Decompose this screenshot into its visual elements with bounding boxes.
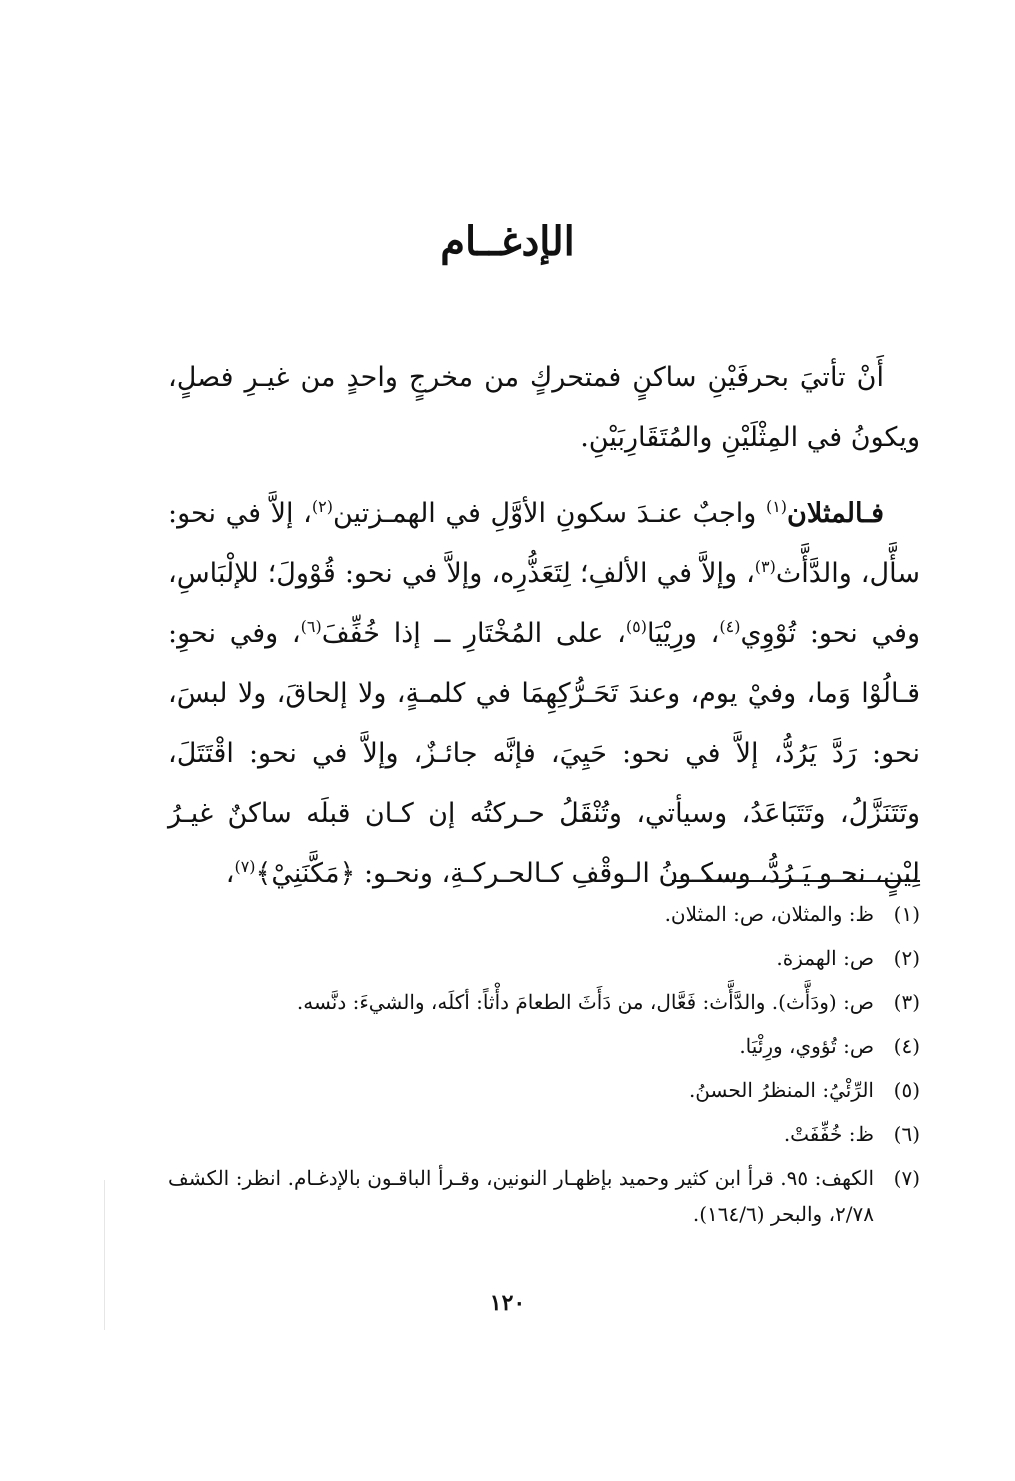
footnote-number: (٦) bbox=[893, 1122, 920, 1146]
footnote-item bbox=[168, 984, 920, 1020]
paragraph-mithlan bbox=[168, 484, 920, 904]
footnote-number: (٢) bbox=[893, 946, 920, 970]
footnote-ref-3: (٣) bbox=[754, 557, 776, 576]
footnote-text: ص: الهمزة. bbox=[776, 946, 874, 970]
footnote-ref-5: (٥) bbox=[625, 617, 647, 636]
footnote-text: الرِّئْيُ: المنظرُ الحسنُ. bbox=[688, 1078, 874, 1102]
footnote-item bbox=[168, 1116, 920, 1152]
text-segment: ، وفي نحوِ: قـالُوْا وَما، وفيْ يوم، وعندَ تَحَـرُّكِهِمَا في كلمـةٍ، ولا إلحاقَ، ولا لبسَ، نحو: رَدَّ يَرُدُّ، إلاَّ في نحو: حَيِيَ، فإنَّه جائـزٌ، وإلاَّ في نحو: اقْتَتَلَ، وتَتَنَزَّلُ، وتَتَبَاعَدُ، وسيأتي، وتُنْقَلُ حـركتُه إن كـان قبلَه ساكنٌ غيـرُ لِيْنٍ، نحـو يَـرُدُّ، وسكـونُ الـوقْفِ كـالحـركـةِ، ونحـو: ﴿مَكَّنَنِيْ﴾ bbox=[168, 618, 920, 889]
text-segment: واجبٌ عنـدَ سكونِ الأوَّلِ في الهمـزتين bbox=[333, 498, 766, 529]
footnote-text: ظ: خُفِّفَتْ. bbox=[783, 1122, 874, 1146]
page-number: ١٢٠ bbox=[489, 1290, 526, 1316]
footnote-ref-6: (٦) bbox=[300, 617, 322, 636]
footnote-number: (٧) bbox=[893, 1166, 920, 1190]
text-segment: ، ورِيْيَا bbox=[646, 618, 720, 649]
main-text bbox=[168, 348, 920, 920]
footnote-ref-2: (٢) bbox=[311, 497, 333, 516]
text-segment: ، على المُخْتَارِ ــ إذا خُفِّفَ bbox=[321, 618, 626, 649]
footnote-item bbox=[168, 896, 920, 932]
footnote-ref-1: (١) bbox=[765, 497, 788, 516]
footnote-ref-4: (٤) bbox=[719, 617, 741, 636]
footnote-number: (٣) bbox=[893, 990, 920, 1014]
footnote-item bbox=[168, 1160, 920, 1232]
footnotes-list bbox=[168, 896, 920, 1240]
chapter-title: الإدغــام bbox=[440, 218, 575, 265]
text-segment: ، bbox=[225, 858, 235, 889]
footnote-item bbox=[168, 1072, 920, 1108]
paragraph-definition: أَنْ تأتيَ بحرفَيْنِ ساكنٍ فمتحركٍ من مخرجٍ واحدٍ من غيـرِ فصلٍ، ويكونُ في المِثْلَيْنِ والمُتَقَارِبَيْنِ. bbox=[168, 362, 920, 453]
footnote-item bbox=[168, 1028, 920, 1064]
footnote-ref-7: (٧) bbox=[234, 857, 256, 876]
footnote-item bbox=[168, 940, 920, 976]
footnote-text: ص: (ودَأَّث). والدَّأَّث: فَعَّال، من دَأَثَ الطعامَ دأْثاً: أكلَه، والشيءَ: دنَّسه. bbox=[296, 990, 874, 1014]
footnote-number: (٥) bbox=[893, 1078, 920, 1102]
footnote-text: الكهف: ٩٥. قرأ ابن كثير وحميد بإظهـار النونين، وقـرأ الباقـون بالإدغـام. انظر: الكشف ٢/٧٨، والبحر (١٦٤/٦). bbox=[168, 1166, 875, 1226]
footnote-text: ظ: والمثلان، ص: المثلان. bbox=[664, 902, 874, 926]
paragraph-lead-word: فـالمثلان bbox=[787, 498, 884, 529]
text-segment: ، وإلاَّ في الألفِ؛ لِتَعَذُّرِه، وإلاَّ في نحو: قُوْولَ؛ للإلْبَاسِ، وفي نحو: تُوْوِي bbox=[168, 558, 920, 649]
footnote-number: (١) bbox=[893, 902, 920, 926]
footnote-text: ص: تُؤوي، ورِئْيَا. bbox=[739, 1034, 874, 1058]
text-segment: ، إلاَّ في نحو: سأَّل، والدَّأَّث bbox=[168, 498, 920, 589]
footnote-number: (٤) bbox=[893, 1034, 920, 1058]
footnote-separator bbox=[672, 880, 920, 882]
